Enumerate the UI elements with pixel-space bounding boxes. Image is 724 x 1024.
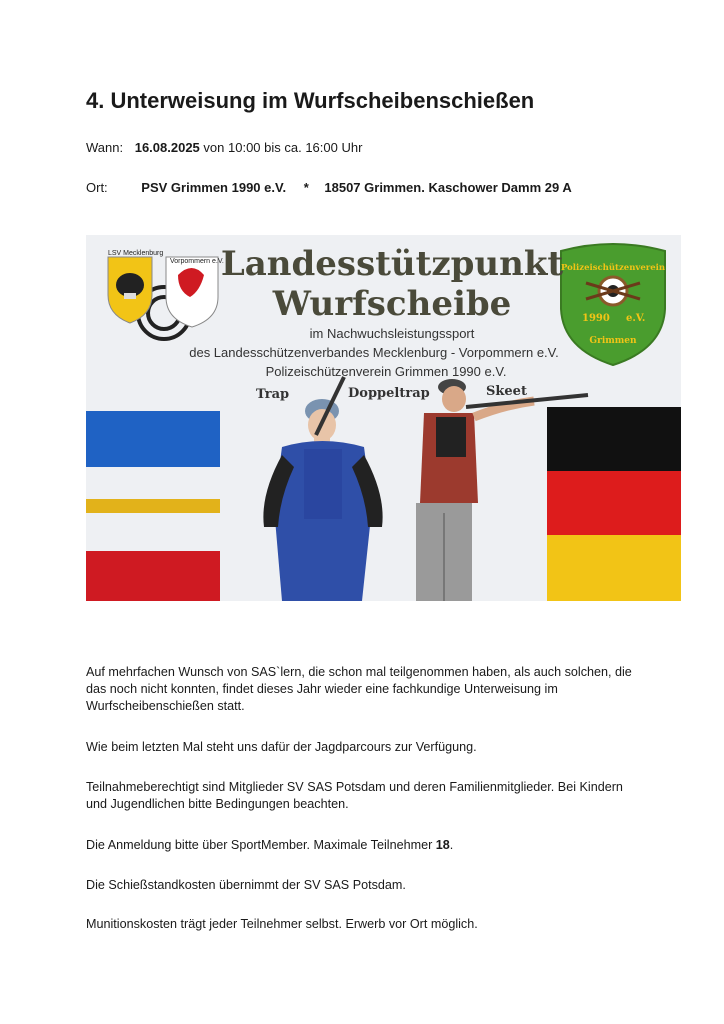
page-title: 4. Unterweisung im Wurfscheibenschießen bbox=[86, 88, 535, 113]
banner-line1: Landesstützpunkt bbox=[220, 244, 564, 284]
where-address: 18507 Grimmen. Kaschower Damm 29 A bbox=[324, 180, 572, 195]
banner-disc-skeet: Skeet bbox=[486, 384, 527, 399]
paragraph-1: Auf mehrfachen Wunsch von SAS`lern, die schon mal teilgenommen haben, als auch solchen, die das noch nicht konnten, findet dieses Jahr wieder eine fachkundige Unterweisung im Wurfscheibenschießen statt. bbox=[86, 665, 632, 713]
psv-logo-top-text: Polizeischützenverein bbox=[560, 263, 666, 273]
where-separator: * bbox=[303, 180, 309, 195]
lsv-logo-text-b: Vorpommern e.V. bbox=[170, 258, 224, 265]
mv-flag-red-stripe bbox=[86, 551, 220, 601]
paragraph-4 bbox=[86, 837, 646, 854]
de-flag-gold-stripe bbox=[547, 535, 681, 601]
when-time: von 10:00 bis ca. 16:00 Uhr bbox=[203, 140, 363, 155]
lsv-logo-text-a: LSV Mecklenburg bbox=[108, 250, 164, 257]
paragraph-3: Teilnahmeberechtigt sind Mitglieder SV SAS Potsdam und deren Familienmitglieder. Bei Kindern und Jugendlichen bitte Bedingungen beachten. bbox=[86, 780, 623, 811]
banner-photo bbox=[86, 235, 681, 601]
paragraph-4-text: Die Anmeldung bitte über SportMember. Maximale Teilnehmer bbox=[86, 838, 436, 852]
paragraph-2: Wie beim letzten Mal steht uns dafür der Jagdparcours zur Verfügung. bbox=[86, 740, 477, 754]
max-participants: 18 bbox=[435, 838, 450, 852]
banner-sub1: im Nachwuchsleistungssport bbox=[309, 326, 475, 341]
paragraph-5: Die Schießstandkosten übernimmt der SV SAS Potsdam. bbox=[86, 878, 406, 892]
banner-line2: Wurfscheibe bbox=[272, 284, 512, 324]
where-label: Ort: bbox=[86, 180, 108, 195]
where-line bbox=[86, 180, 572, 195]
de-flag-red-stripe bbox=[547, 471, 681, 535]
paragraph-6: Munitionskosten trägt jeder Teilnehmer selbst. Erwerb vor Ort möglich. bbox=[86, 917, 478, 931]
mv-flag-blue-stripe bbox=[86, 411, 220, 467]
psv-logo-ev: e.V. bbox=[626, 313, 646, 324]
banner-disc-trap: Trap bbox=[256, 387, 290, 402]
de-flag-black-stripe bbox=[547, 407, 681, 471]
banner-sub2: des Landesschützenverbandes Mecklenburg - Vorpommern e.V. bbox=[189, 345, 559, 360]
psv-logo-city: Grimmen bbox=[589, 336, 637, 346]
banner-disc-doppeltrap: Doppeltrap bbox=[348, 386, 430, 401]
when-date: 16.08.2025 bbox=[134, 140, 200, 155]
where-venue: PSV Grimmen 1990 e.V. bbox=[141, 180, 287, 195]
when-label: Wann: bbox=[86, 140, 124, 155]
when-line bbox=[86, 140, 362, 155]
paragraph-4-end: . bbox=[449, 838, 454, 852]
psv-logo-year: 1990 bbox=[582, 313, 610, 324]
mv-flag-yellow-stripe bbox=[86, 499, 220, 513]
banner-sub3: Polizeischützenverein Grimmen 1990 e.V. bbox=[265, 364, 507, 379]
